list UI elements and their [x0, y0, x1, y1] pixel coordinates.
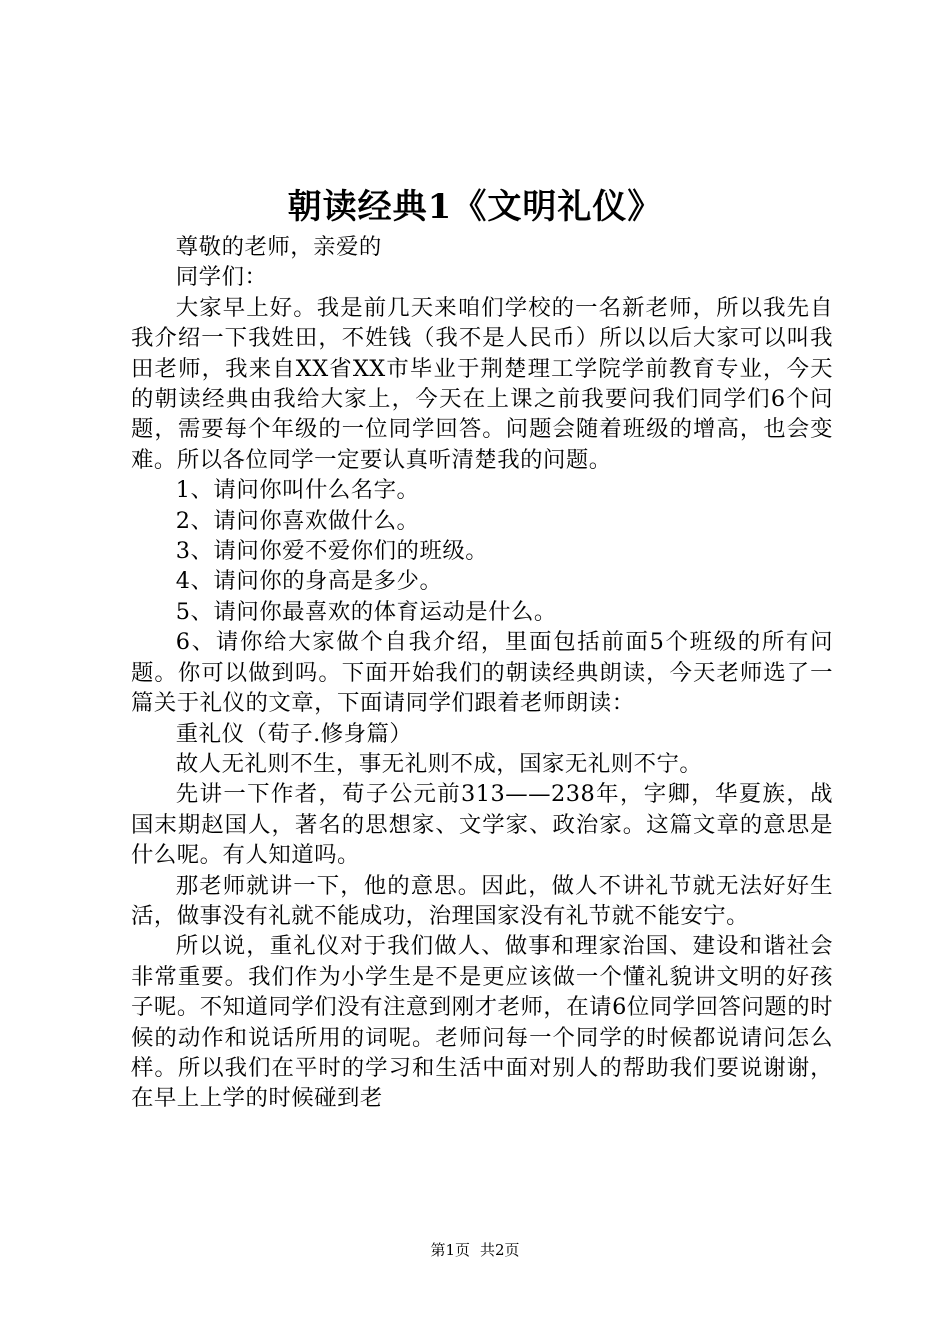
- classic-heading: 重礼仪（荀子.修身篇）: [175, 720, 413, 747]
- paragraph-conclusion: 所以说，重礼仪对于我们做人、做事和理家治国、建设和谐社会非常重要。我们作为小学生是不是更应该做一个懂礼貌讲文明的好孩子呢。不知道同学们没有注意到刚才老师，在请6位同学回答问题的时候的动作和说话所用的词呢。老师问每一个同学的时候都说请问怎么样。所以我们在平时的学习和生活中面对别人的帮助我们要说谢谢，在早上上学的时候碰到老: [131, 933, 833, 1112]
- document-body: [131, 232, 833, 1114]
- question-5: 5、请问你最喜欢的体育运动是什么。: [175, 598, 557, 625]
- paragraph-intro: 大家早上好。我是前几天来咱们学校的一名新老师，所以我先自我介绍一下我姓田，不姓钱（我不是人民币）所以以后大家可以叫我田老师，我来自XX省XX市毕业于荆楚理工学院学前教育专业，今天的朝读经典由我给大家上，今天在上课之前我要问我们同学们6个问题，需要每个年级的一位同学回答。问题会随着班级的增高，也会变难。所以各位同学一定要认真听清楚我的问题。: [131, 294, 833, 473]
- paragraph-greeting-2: 同学们：: [175, 264, 268, 291]
- page-total: 共2页: [480, 1241, 520, 1259]
- document-title: 朝读经典1《文明礼仪》: [287, 187, 663, 227]
- question-4: 4、请问你的身高是多少。: [175, 568, 443, 595]
- question-6: 6、请你给大家做个自我介绍，里面包括前面5个班级的所有问题。你可以做到吗。下面开始我们的朝读经典朗读，今天老师选了一篇关于礼仪的文章，下面请同学们跟着老师朗读：: [131, 629, 833, 717]
- page-footer: [0, 1238, 950, 1262]
- question-1: 1、请问你叫什么名字。: [175, 477, 420, 504]
- page-number: 第1页: [430, 1241, 470, 1259]
- question-3: 3、请问你爱不爱你们的班级。: [175, 538, 489, 565]
- paragraph-meaning: 那老师就讲一下，他的意思。因此，做人不讲礼节就无法好好生活，做事没有礼就不能成功，治理国家没有礼节就不能安宁。: [131, 872, 833, 929]
- classic-quote: 故人无礼则不生，事无礼则不成，国家无礼则不宁。: [175, 750, 703, 777]
- paragraph-author: 先讲一下作者，荀子公元前313——238年，字卿，华夏族，战国末期赵国人，著名的思想家、文学家、政治家。这篇文章的意思是什么呢。有人知道吗。: [131, 781, 833, 869]
- question-2: 2、请问你喜欢做什么。: [175, 507, 420, 534]
- paragraph-greeting: 尊敬的老师，亲爱的: [175, 234, 382, 260]
